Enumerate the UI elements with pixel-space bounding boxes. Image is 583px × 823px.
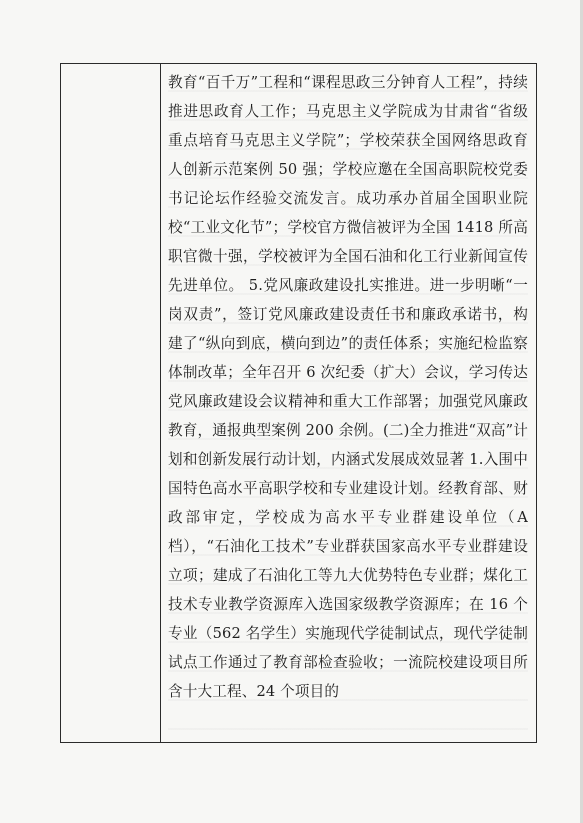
body-text: 教育“百千万”工程和“课程思政三分钟育人工程”，持续推进思政育人工作；马克思主义学院成为甘肃省“省级重点培育马克思主义学院”；学校荣获全国网络思政育人创新示范案例 50 强；学校应邀在全国高职院校党委书记论坛作经验交流发言。成功承办首届全国职业院校“工业文化节”；学校官方微信被评为全国 1418 所高职官微十强，学校被评为全国石油和化工行业新闻宣传先进单位。 5.党风廉政建设扎实推进。进一步明晰“一岗双责”，签订党风廉政建设责任书和廉政承诺书，构建了“纵向到底，横向到边”的责任体系；实施纪检监察体制改革；全年召开 6 次纪委（扩大）会议，学习传达党风廉政建设会议精神和重大工作部署；加强党风廉政教育，通报典型案例 200 余例。(二)全力推进“双高”计划和创新发展行动计划，内涵式发展成效显著 1.入围中国特色高水平高职学校和专业建设计划。经教育部、财政部审定，学校成为高水平专业群建设单位（A 档），“石油化工技术”专业群获国家高水平专业群建设立项；建成了石油化工等九大优势特色专业群；煤化工技术专业教学资源库入选国家级教学资源库；在 16 个专业（562 名学生）实施现代学徒制试点，现代学徒制试点工作通过了教育部检查验收；一流院校建设项目所含十大工程、24 个项目的	[168, 74, 528, 700]
column-divider	[160, 64, 161, 742]
